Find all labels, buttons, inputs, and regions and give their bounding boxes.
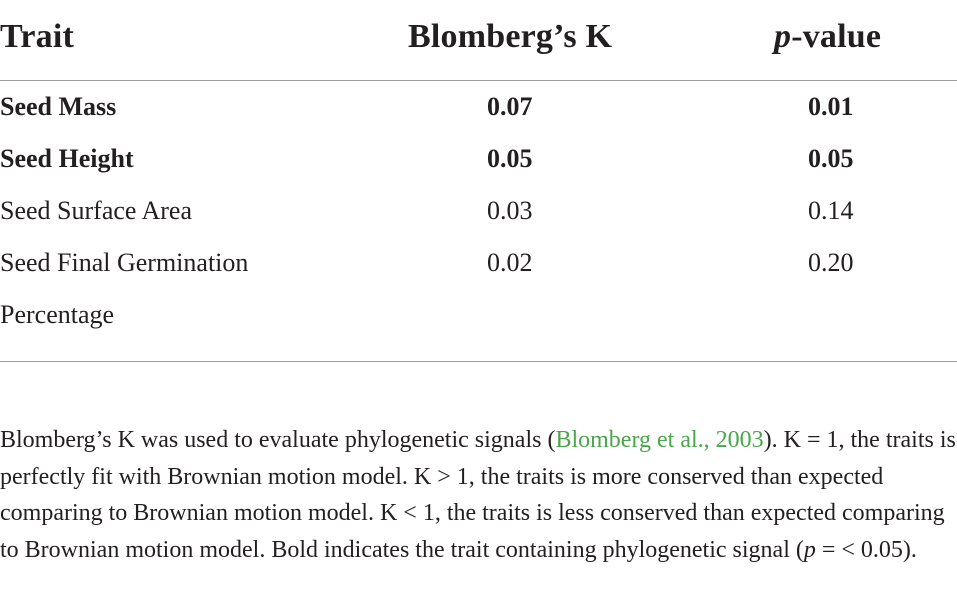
table-row bbox=[0, 133, 957, 185]
cell-p: 0.20 bbox=[808, 248, 854, 277]
cell-k: 0.02 bbox=[487, 248, 533, 277]
cell-k: 0.05 bbox=[487, 144, 533, 173]
header-blombergs-k: Blomberg’s K bbox=[408, 18, 613, 55]
table-row bbox=[0, 81, 957, 133]
table-body bbox=[0, 81, 957, 362]
header-p-italic: p bbox=[774, 18, 792, 55]
cell-trait: Seed Height bbox=[0, 144, 134, 173]
header-trait: Trait bbox=[0, 18, 75, 55]
table-row bbox=[0, 185, 957, 237]
table-footnote bbox=[0, 422, 957, 568]
cell-p: 0.14 bbox=[808, 196, 854, 225]
table-header-row bbox=[0, 0, 957, 81]
footnote-part2: ). K = 1, the traits is perfectly fit with Brownian motion model. K > 1, the traits is more conserved than expected comparing to Brownian motion model. K < 1, the traits is less conserved than expected comparing to Brownian motion model. Bold indicates the trait containing phylogenetic signal ( bbox=[0, 427, 956, 563]
cell-trait: Seed Final Germination bbox=[0, 248, 249, 277]
header-p-value bbox=[774, 18, 881, 56]
cell-trait: Seed Mass bbox=[0, 92, 117, 121]
footnote-part3: = < 0.05). bbox=[815, 536, 917, 563]
footnote-text bbox=[0, 422, 957, 568]
cell-k: 0.03 bbox=[487, 196, 533, 225]
header-p-rest: -value bbox=[791, 18, 882, 55]
cell-k: 0.07 bbox=[487, 92, 533, 121]
cell-p: 0.01 bbox=[808, 92, 854, 121]
footnote-p-italic: p bbox=[803, 536, 816, 563]
cell-trait: Seed Surface Area bbox=[0, 196, 193, 225]
citation-link[interactable]: Blomberg et al., 2003 bbox=[555, 427, 764, 453]
table-row bbox=[0, 237, 957, 341]
footnote-part1: Blomberg’s K was used to evaluate phylogenetic signals ( bbox=[0, 427, 556, 453]
cell-p: 0.05 bbox=[808, 144, 854, 173]
cell-trait-line2: Percentage bbox=[0, 300, 115, 329]
